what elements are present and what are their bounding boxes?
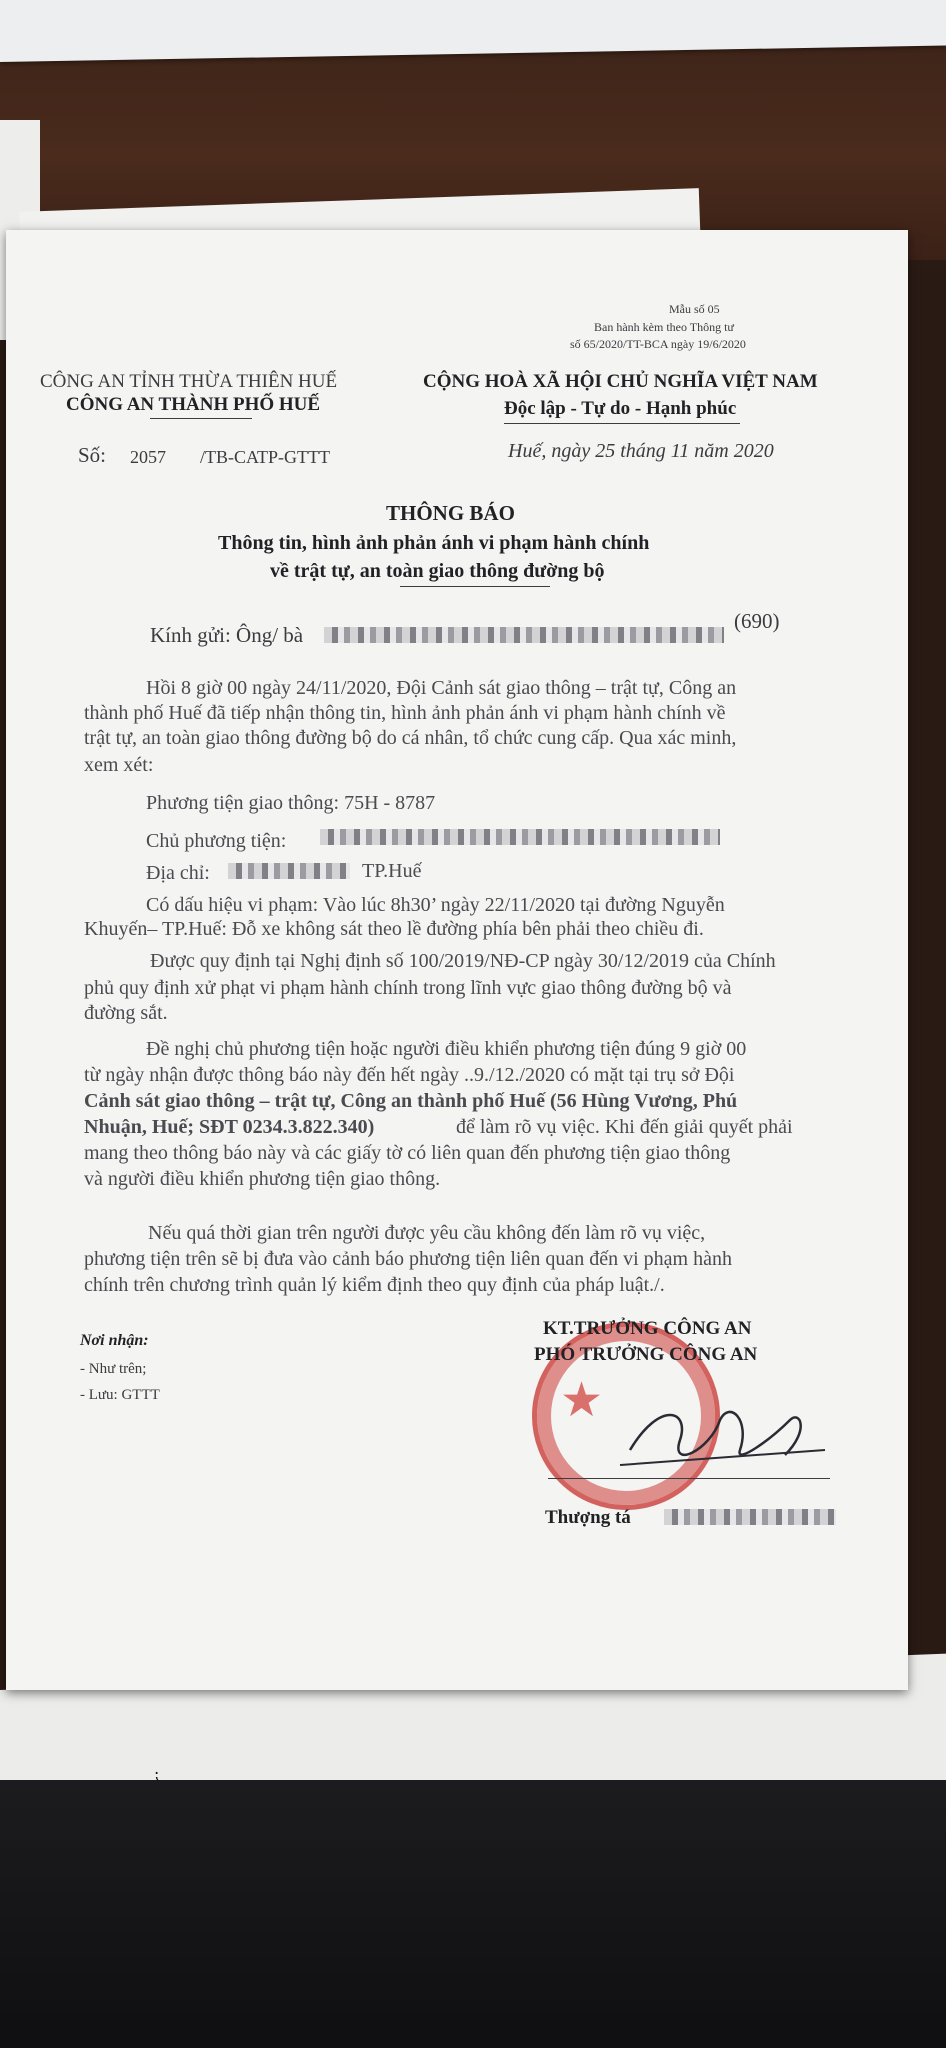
notice-subtitle-2: về trật tự, an toàn giao thông đường bộ — [270, 560, 605, 582]
ink-mark: ⁏ — [154, 1766, 160, 1783]
unit-underline — [150, 418, 252, 419]
doc-number: 2057 — [130, 447, 166, 467]
unit-name: CÔNG AN THÀNH PHỐ HUẾ — [66, 394, 321, 415]
recipient-name-redacted — [324, 620, 724, 646]
owner-name-redacted — [320, 822, 720, 848]
notice-title: THÔNG BÁO — [386, 501, 515, 525]
agency-name: CÔNG AN TỈNH THỪA THIÊN HUẾ — [40, 371, 338, 392]
recipients-item-2: - Lưu: GTTT — [80, 1387, 160, 1403]
form-issued-line1: Ban hành kèm theo Thông tư — [594, 320, 734, 334]
signature-line-2: PHÓ TRƯỞNG CÔNG AN — [534, 1344, 758, 1365]
nation-name: CỘNG HOÀ XÃ HỘI CHỦ NGHĨA VIỆT NAM — [423, 371, 818, 392]
place-date: Huế, ngày 25 tháng 11 năm 2020 — [508, 440, 774, 462]
body-p5-line1: Nếu quá thời gian trên người được yêu cầu không đến làm rõ vụ việc, — [148, 1222, 706, 1244]
body-p4-line5: mang theo thông báo này và các giấy tờ có liên quan đến phương tiện giao thông — [84, 1142, 731, 1164]
body-p4-line4-rest: để làm rõ vụ việc. Khi đến giải quyết phải — [456, 1116, 793, 1138]
owner-label: Chủ phương tiện: — [146, 830, 287, 852]
body-p2-line1: Có dấu hiệu vi phạm: Vào lúc 8h30’ ngày 22/11/2020 tại đường Nguyễn — [146, 894, 725, 916]
form-number: Mẫu số 05 — [669, 302, 720, 316]
recipients-label: Nơi nhận: — [80, 1332, 149, 1349]
recipients-item-1: - Như trên; — [80, 1361, 147, 1377]
seal-star-icon: ★ — [560, 1374, 604, 1427]
address-city: TP.Huế — [362, 860, 422, 882]
national-motto: Độc lập - Tự do - Hạnh phúc — [504, 398, 737, 419]
body-p4-line2: từ ngày nhận được thông báo này đến hết ngày ..9./12./2020 có mặt tại trụ sở Đội — [84, 1064, 735, 1086]
vehicle-plate: Phương tiện giao thông: 75H - 8787 — [146, 792, 436, 814]
body-p3-line1: Được quy định tại Nghị định số 100/2019/NĐ-CP ngày 30/12/2019 của Chính — [150, 950, 776, 972]
doc-number-label: Số: — [78, 443, 107, 467]
body-p4-line4-bold: Nhuận, Huế; SĐT 0234.3.822.340) — [84, 1116, 375, 1138]
title-underline — [400, 586, 550, 587]
signer-rank: Thượng tá — [545, 1507, 631, 1528]
body-p3-line2: phủ quy định xử phạt vi phạm hành chính trong lĩnh vực giao thông đường bộ và — [84, 977, 732, 999]
body-p3-line3: đường sắt. — [84, 1002, 168, 1024]
doc-code: /TB-CATP-GTTT — [200, 447, 330, 467]
signature-rule — [548, 1478, 830, 1479]
body-p5-line2: phương tiện trên sẽ bị đưa vào cảnh báo phương tiện liên quan đến vi phạm hành — [84, 1248, 732, 1270]
motto-underline — [504, 423, 740, 424]
body-p2-line2: Khuyến– TP.Huế: Đỗ xe không sát theo lề đường phía bên phải theo chiều đi. — [84, 918, 704, 940]
body-p1-line4: xem xét: — [84, 754, 154, 776]
body-p4-line1: Đề nghị chủ phương tiện hoặc người điều khiển phương tiện đúng 9 giờ 00 — [146, 1038, 747, 1060]
dark-cloth — [0, 1780, 946, 2048]
form-issued-line2: số 65/2020/TT-BCA ngày 19/6/2020 — [570, 337, 746, 351]
address-redacted — [228, 856, 350, 882]
body-p1-line2: thành phố Huế đã tiếp nhận thông tin, hình ảnh phản ánh vi phạm hành chính về — [84, 702, 726, 724]
recipient-suffix: (690) — [734, 609, 780, 633]
notice-subtitle-1: Thông tin, hình ảnh phản ánh vi phạm hành chính — [218, 532, 650, 554]
signer-name-redacted — [664, 1502, 836, 1528]
body-p5-line3: chính trên chương trình quản lý kiểm định theo quy định của pháp luật./. — [84, 1274, 665, 1296]
recipient-label: Kính gửi: Ông/ bà — [150, 623, 304, 647]
signature-line-1: KT.TRƯỞNG CÔNG AN — [543, 1318, 752, 1339]
address-label: Địa chỉ: — [146, 862, 210, 884]
body-p1-line1: Hồi 8 giờ 00 ngày 24/11/2020, Đội Cảnh sát giao thông – trật tự, Công an — [146, 677, 737, 699]
handwritten-signature — [600, 1380, 830, 1490]
body-p1-line3: trật tự, an toàn giao thông đường bộ do cá nhân, tổ chức cung cấp. Qua xác minh, — [84, 727, 737, 749]
body-p4-line6: và người điều khiển phương tiện giao thông. — [84, 1168, 441, 1190]
body-p4-line3: Cảnh sát giao thông – trật tự, Công an thành phố Huế (56 Hùng Vương, Phú — [84, 1090, 738, 1112]
